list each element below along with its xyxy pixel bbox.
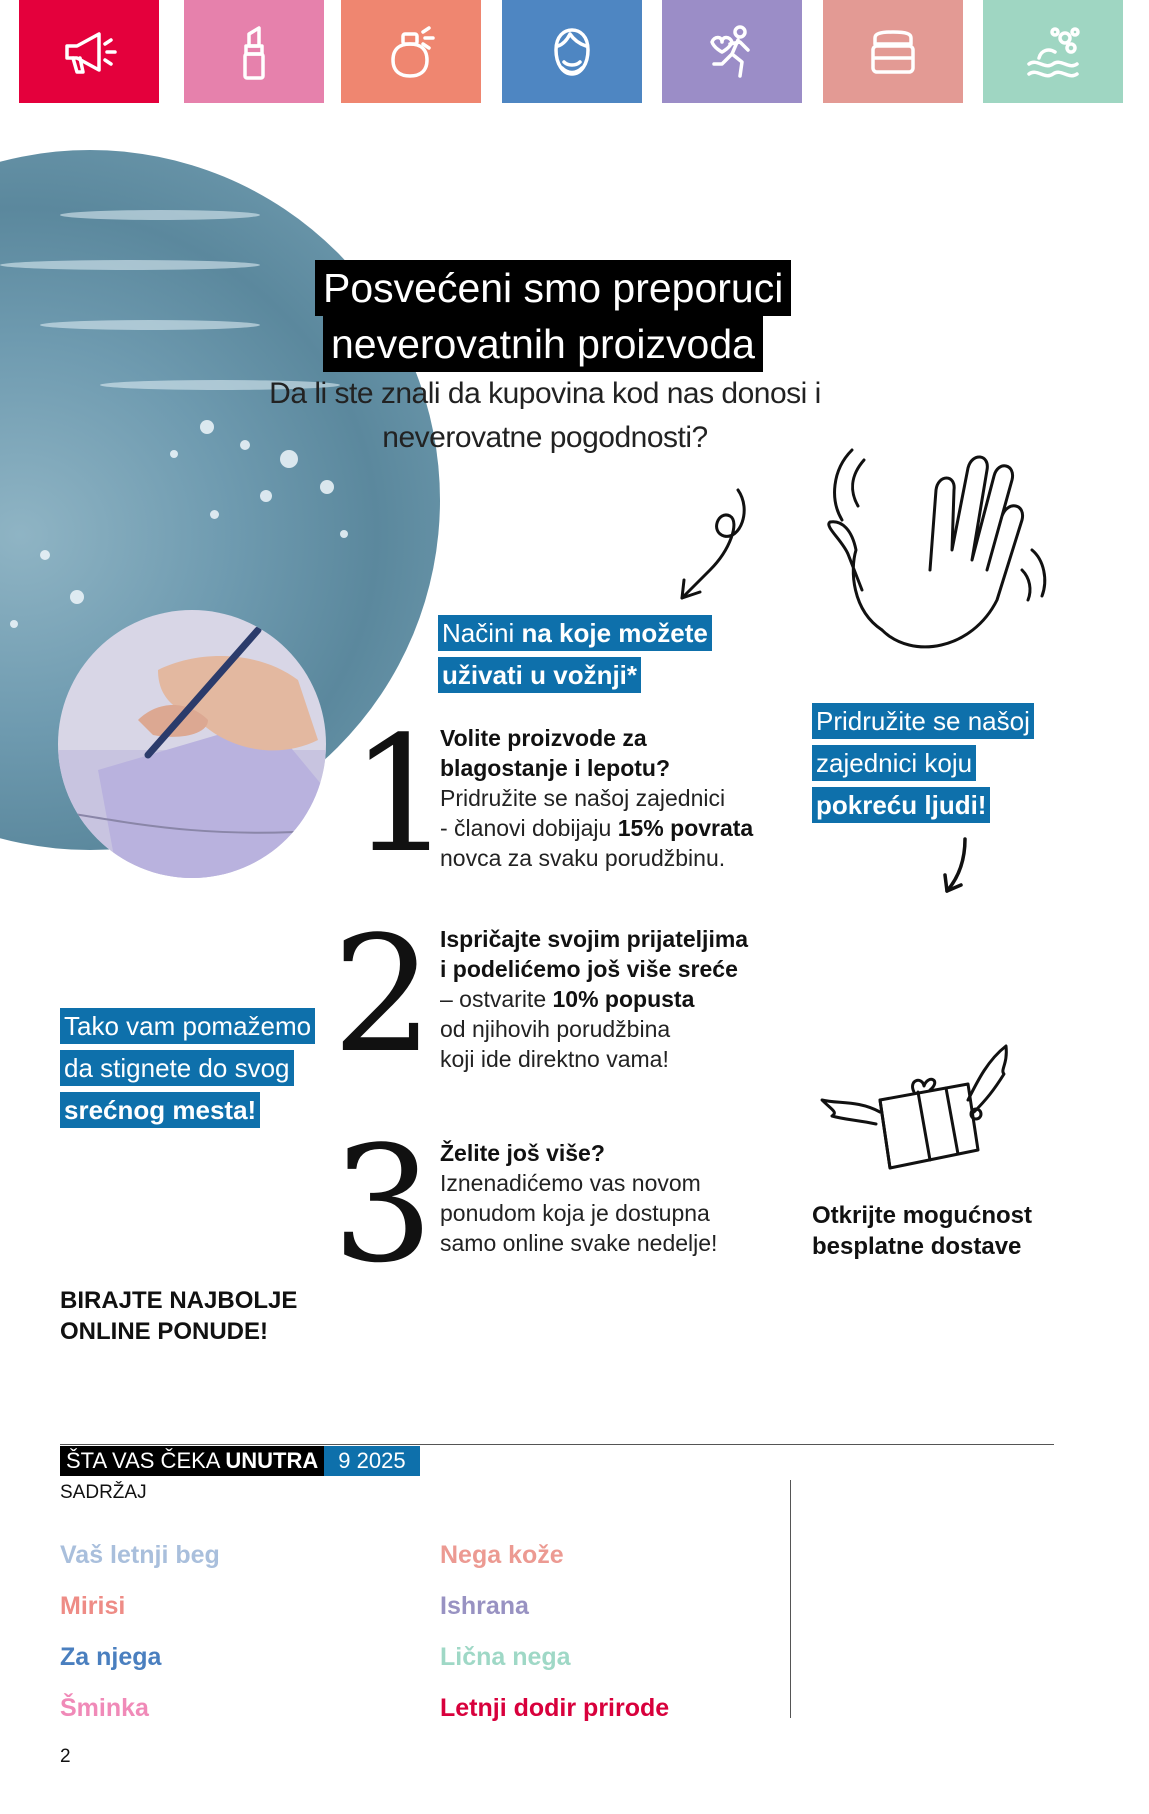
step-number-1: 1 [350,701,452,888]
ways-heading-bold: na koje možete [521,618,708,648]
page-number: 2 [60,1746,71,1767]
hero-title-line-2: neverovatnih proizvoda [323,316,763,372]
tab-men[interactable] [502,0,642,103]
cream-jar-icon [861,20,925,84]
hero-title-line-1: Posvećeni smo preporuci [315,260,791,316]
step-1-text: Volite proizvode za blagostanje i lepotu? Pridružite se našoj zajednici - članovi dobijaju 15% povrata novca za svaku porudžbinu. [440,725,754,871]
running-person-icon [700,20,764,84]
toc-issue: 9 2025 [324,1446,419,1476]
step-number-2: 2 [332,901,434,1088]
tab-wellness[interactable] [662,0,802,103]
join-community-heading [812,703,1034,829]
tab-megaphone[interactable] [19,0,159,103]
tab-bath[interactable] [983,0,1123,103]
writing-hand-photo [58,610,326,878]
join-line-2: zajednici koju [812,745,976,781]
step-3-text: Želite još više? Iznenadićemo vas novom ponudom koja je dostupna samo online svake nedelje! [440,1140,718,1256]
bath-icon [1021,20,1085,84]
flying-gift-box-icon [818,1040,1028,1190]
toc-item-makeup[interactable]: Šminka [60,1694,149,1722]
happy-place-heading [60,1008,315,1134]
tab-skincare[interactable] [823,0,963,103]
perfume-icon [379,20,443,84]
tako-line-3: srećnog mesta! [60,1092,260,1128]
toc-heading-plain: ŠTA VAS ČEKA [66,1448,226,1473]
toc-divider [60,1444,1054,1445]
small-arrow-icon [935,835,975,897]
man-face-icon [540,20,604,84]
swirl-arrow-icon [660,480,760,610]
toc-vertical-divider [790,1480,791,1718]
toc-item-skincare[interactable]: Nega kože [440,1541,564,1569]
toc-item-nutrition[interactable]: Ishrana [440,1592,529,1620]
toc-item-for-him[interactable]: Za njega [60,1643,162,1671]
ways-heading-line-2: uživati u vožnji* [442,660,638,690]
toc-item-personal-care[interactable]: Lična nega [440,1643,571,1671]
waving-hand-icon [822,430,1062,670]
step-2-text: Ispričajte svojim prijateljima i podelićemo još više sreće – ostvarite 10% popusta od njihovih porudžbina koji ide direktno vama! [440,926,749,1072]
hero-subtitle: Da li ste znali da kupovina kod nas donosi i neverovatne pogodnosti? [269,377,821,454]
join-line-3: pokreću ljudi! [812,787,990,823]
step-number-3: 3 [332,1111,434,1298]
toc-item-summer-escape[interactable]: Vaš letnji beg [60,1541,220,1569]
toc-item-fragrances[interactable]: Mirisi [60,1592,126,1620]
free-delivery-text: Otkrijte mogućnost besplatne dostave [812,1202,1033,1260]
ways-heading-plain: Načini [442,618,522,648]
hero-title [315,260,791,372]
best-offers-text: BIRAJTE NAJBOLJE ONLINE PONUDE! [60,1287,298,1345]
toc-item-nature-touch[interactable]: Letnji dodir prirode [440,1694,670,1722]
tab-lipstick[interactable] [184,0,324,103]
toc-heading [60,1446,420,1476]
toc-heading-bold: UNUTRA [225,1448,319,1473]
join-line-1: Pridružite se našoj [812,703,1034,739]
megaphone-icon [57,20,121,84]
tako-line-2: da stignete do svog [60,1050,294,1086]
toc-label: SADRŽAJ [60,1482,147,1503]
tab-perfume[interactable] [341,0,481,103]
ways-heading [438,615,712,699]
lipstick-icon [222,20,286,84]
tako-line-1: Tako vam pomažemo [60,1008,315,1044]
